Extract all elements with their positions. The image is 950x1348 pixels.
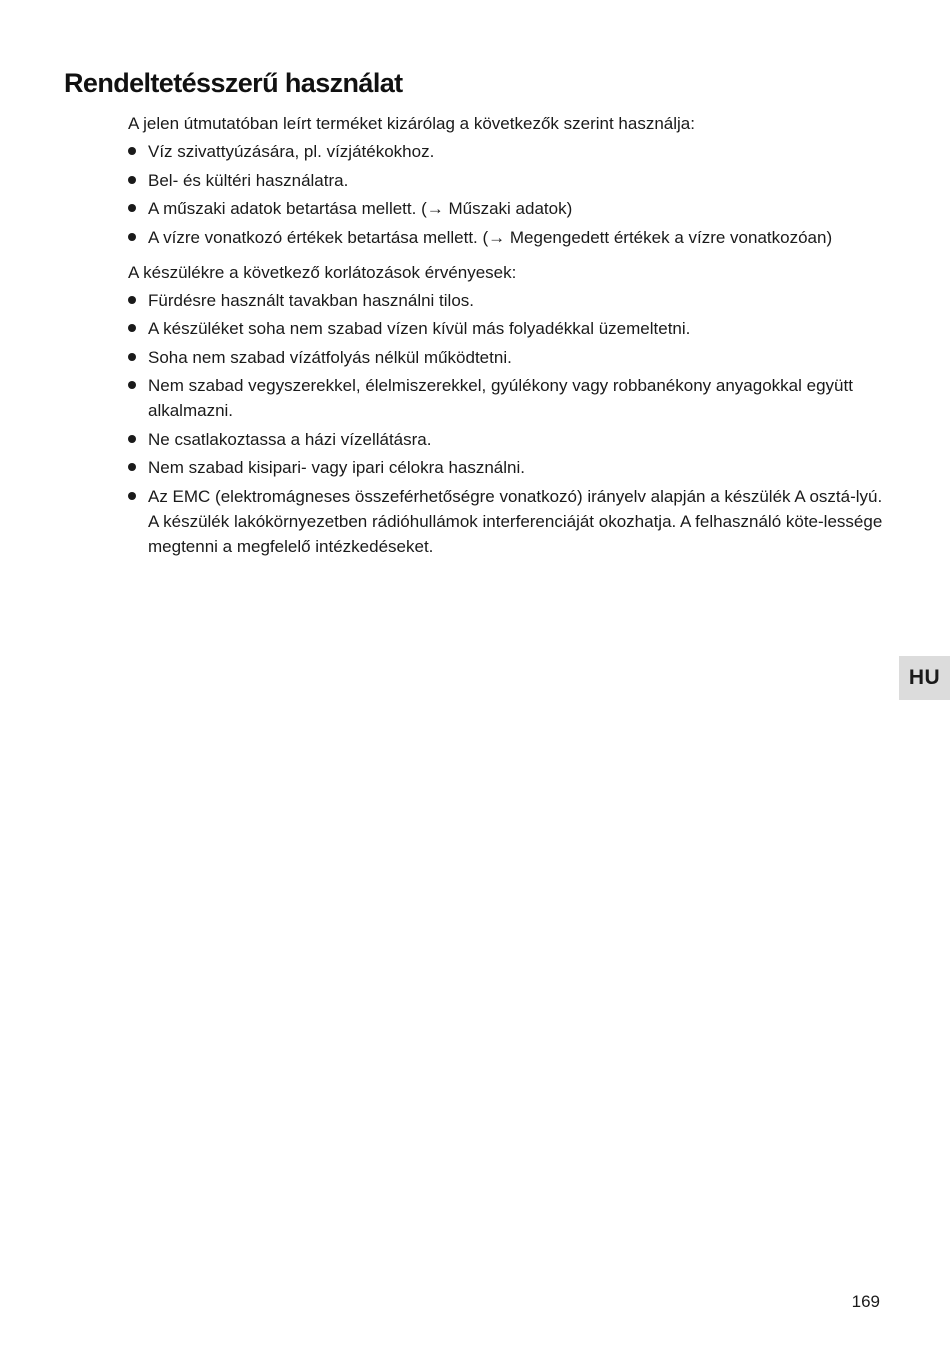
document-body	[128, 111, 888, 562]
list-item	[128, 373, 888, 423]
language-tab: HU	[899, 656, 950, 700]
list-item	[128, 427, 888, 452]
bullet-icon	[128, 204, 136, 212]
list-item	[128, 139, 888, 164]
list-item	[128, 316, 888, 341]
list-item-text: A vízre vonatkozó értékek betartása mellett. (→ Megengedett értékek a vízre vonatkozóan)	[148, 227, 833, 247]
list-item	[128, 288, 888, 313]
bullet-icon	[128, 353, 136, 361]
bullet-icon	[128, 435, 136, 443]
list-item	[128, 455, 888, 480]
list-item-text: Bel- és kültéri használatra.	[148, 170, 349, 190]
bullet-icon	[128, 324, 136, 332]
restrictions-intro: A készülékre a következő korlátozások érvényesek:	[128, 262, 517, 282]
list-item	[128, 484, 888, 559]
list-item-text: Nem szabad kisipari- vagy ipari célokra használni.	[148, 458, 525, 477]
page-title: Rendeltetésszerű használat	[64, 68, 403, 98]
intended-use-intro: A jelen útmutatóban leírt terméket kizárólag a következők szerint használja:	[128, 114, 695, 133]
bullet-icon	[128, 233, 136, 241]
restrictions-list	[128, 288, 888, 559]
page-number: 169	[851, 1292, 880, 1311]
list-item-text: A műszaki adatok betartása mellett. (→ Műszaki adatok)	[148, 199, 573, 218]
list-item	[128, 168, 888, 193]
list-item-text: Fürdésre használt tavakban használni tilos.	[148, 290, 475, 310]
bullet-icon	[128, 147, 136, 155]
list-item-text: Az EMC (elektromágneses összeférhetőségre vonatkozó) irányelv alapján a készülék A osztá-lyú. A készülék lakókörnyezetben rádióhullámok interferenciáját okozhatja. A felhasználó köte-lessége megtenni a megfelelő intézkedéseket.	[148, 486, 883, 556]
list-item	[128, 345, 888, 370]
bullet-icon	[128, 296, 136, 304]
bullet-icon	[128, 176, 136, 184]
list-item-text: Soha nem szabad vízátfolyás nélkül működtetni.	[148, 347, 512, 367]
bullet-icon	[128, 381, 136, 389]
list-item-text: A készüléket soha nem szabad vízen kívül más folyadékkal üzemeltetni.	[148, 319, 691, 338]
list-item-text: Ne csatlakoztassa a házi vízellátásra.	[148, 429, 432, 449]
list-item-text: Nem szabad vegyszerekkel, élelmiszerekkel, gyúlékony vagy robbanékony anyagokkal együtt alkalmazni.	[148, 376, 853, 420]
list-item	[128, 225, 888, 250]
bullet-icon	[128, 492, 136, 500]
intended-use-list	[128, 139, 888, 250]
bullet-icon	[128, 463, 136, 471]
list-item-text: Víz szivattyúzására, pl. vízjátékokhoz.	[148, 142, 435, 161]
list-item	[128, 196, 888, 221]
